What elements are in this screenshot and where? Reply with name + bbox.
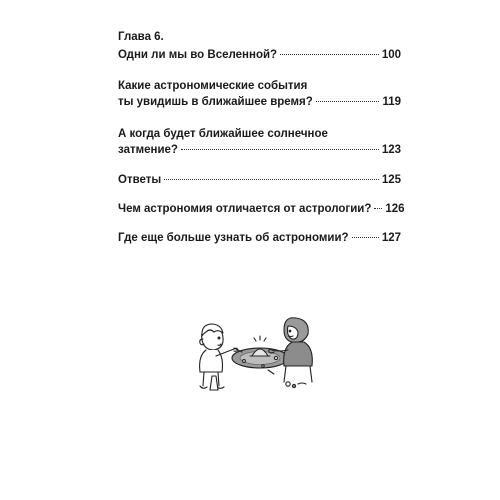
toc-entry-row bbox=[118, 142, 401, 158]
toc-entry-page: 127 bbox=[381, 232, 401, 244]
toc-entry-row bbox=[118, 230, 401, 246]
toc-entry-row bbox=[118, 201, 405, 217]
toc-entry-title: Чем астрономия отличается от астрологии? bbox=[118, 203, 372, 215]
illustration bbox=[188, 306, 328, 402]
toc-entry-title: Ответы bbox=[118, 174, 162, 186]
toc-entry-page: 125 bbox=[381, 174, 401, 186]
toc-entry-row bbox=[118, 47, 401, 63]
solar-system-model-illustration bbox=[188, 306, 328, 402]
toc-entry-title-line1: Какие астрономические события bbox=[118, 80, 308, 92]
toc-entry[interactable] bbox=[118, 201, 405, 217]
leader-dots bbox=[316, 101, 380, 102]
table-of-contents bbox=[118, 30, 405, 246]
toc-entry-row bbox=[118, 94, 401, 110]
toc-entry-title-line1: А когда будет ближайшее солнечное bbox=[118, 128, 328, 140]
toc-entry[interactable] bbox=[118, 230, 401, 246]
leader-dots bbox=[181, 149, 379, 150]
toc-entry-page: 123 bbox=[381, 144, 401, 156]
toc-entry-title: ты увидишь в ближайшее время? bbox=[118, 96, 313, 108]
toc-entry[interactable] bbox=[118, 47, 401, 63]
leader-dots bbox=[164, 179, 379, 180]
leader-dots bbox=[352, 237, 379, 238]
toc-entry[interactable] bbox=[118, 78, 401, 110]
toc-entry[interactable] bbox=[118, 126, 401, 158]
toc-entry-title: затмение? bbox=[118, 144, 178, 156]
toc-entry-title: Где еще больше узнать об астрономии? bbox=[118, 232, 349, 244]
leader-dots bbox=[374, 208, 382, 209]
toc-entry-row bbox=[118, 172, 401, 188]
leader-dots bbox=[280, 54, 379, 55]
toc-entry-title: Одни ли мы во Вселенной? bbox=[118, 49, 278, 61]
toc-entry[interactable] bbox=[118, 172, 401, 188]
toc-entry-page: 126 bbox=[385, 203, 405, 215]
chapter-label: Глава 6. bbox=[118, 31, 164, 43]
toc-entry-page: 100 bbox=[381, 49, 401, 61]
toc-entry-page: 119 bbox=[382, 96, 401, 108]
